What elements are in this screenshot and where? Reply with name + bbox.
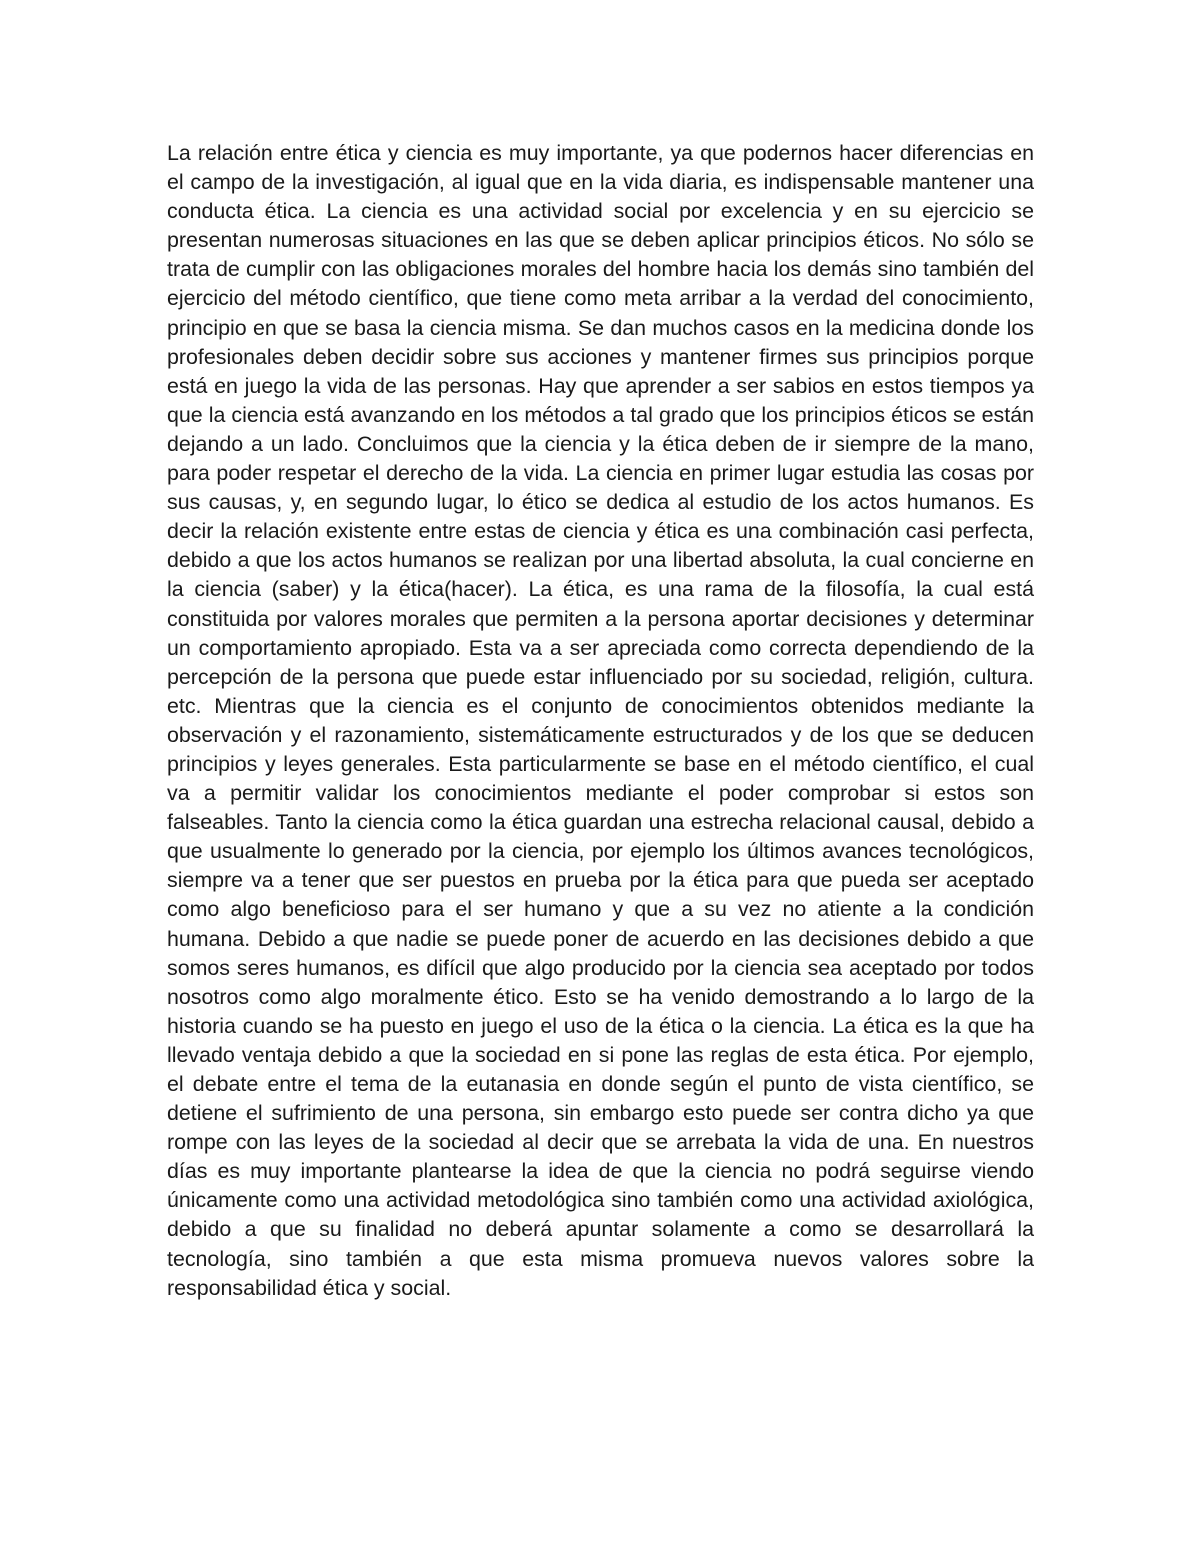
body-paragraph: La relación entre ética y ciencia es muy importante, ya que podernos hacer diferencias en el campo de la investigación, al igual que en la vida diaria, es indispensable mantener una conducta ética. La ciencia es una actividad social por excelencia y en su ejercicio se presentan numerosas situaciones en las que se deben aplicar principios éticos. No sólo se trata de cumplir con las obligaciones morales del hombre hacia los demás sino también del ejercicio del método científico, que tiene como meta arribar a la verdad del conocimiento, principio en que se basa la ciencia misma. Se dan muchos casos en la medicina donde los profesionales deben decidir sobre sus acciones y mantener firmes sus principios porque está en juego la vida de las personas. Hay que aprender a ser sabios en estos tiempos ya que la ciencia está avanzando en los métodos a tal grado que los principios éticos se están dejando a un lado. Concluimos que la ciencia y la ética deben de ir siempre de la mano, para poder respetar el derecho de la vida. La ciencia en primer lugar estudia las cosas por sus causas, y, en segundo lugar, lo ético se dedica al estudio de los actos humanos. Es decir la relación existente entre estas de ciencia y ética es una combinación casi perfecta, debido a que los actos humanos se realizan por una libertad absoluta, la cual concierne en la ciencia (saber) y la ética(hacer). La ética, es una rama de la filosofía, la cual está constituida por valores morales que permiten a la persona aportar decisiones y determinar un comportamiento apropiado. Esta va a ser apreciada como correcta dependiendo de la percepción de la persona que puede estar influenciado por su sociedad, religión, cultura. etc. Mientras que la ciencia es el conjunto de conocimientos obtenidos mediante la observación y el razonamiento, sistemáticamente estructurados y de los que se deducen principios y leyes generales. Esta particularmente se base en el método científico, el cual va a permitir validar los conocimientos mediante el poder comprobar si estos son falseables. Tanto la ciencia como la ética guardan una estrecha relacional causal, debido a que usualmente lo generado por la ciencia, por ejemplo los últimos avances tecnológicos, siempre va a tener que ser puestos en prueba por la ética para que pueda ser aceptado como algo beneficioso para el ser humano y que a su vez no atiente a la condición humana. Debido a que nadie se puede poner de acuerdo en las decisiones debido a que somos seres humanos, es difícil que algo producido por la ciencia sea aceptado por todos nosotros como algo moralmente ético. Esto se ha venido demostrando a lo largo de la historia cuando se ha puesto en juego el uso de la ética o la ciencia. La ética es la que ha llevado ventaja debido a que la sociedad en si pone las reglas de esta ética. Por ejemplo, el debate entre el tema de la eutanasia en donde según el punto de vista científico, se detiene el sufrimiento de una persona, sin embargo esto puede ser contra dicho ya que rompe con las leyes de la sociedad al decir que se arrebata la vida de una. En nuestros días es muy importante plantearse la idea de que la ciencia no podrá seguirse viendo únicamente como una actividad metodológica sino también como una actividad axiológica, debido a que su finalidad no deberá apuntar solamente a como se desarrollará la tecnología, sino también a que esta misma promueva nuevos valores sobre la responsabilidad ética y social. [167,141,1034,1300]
